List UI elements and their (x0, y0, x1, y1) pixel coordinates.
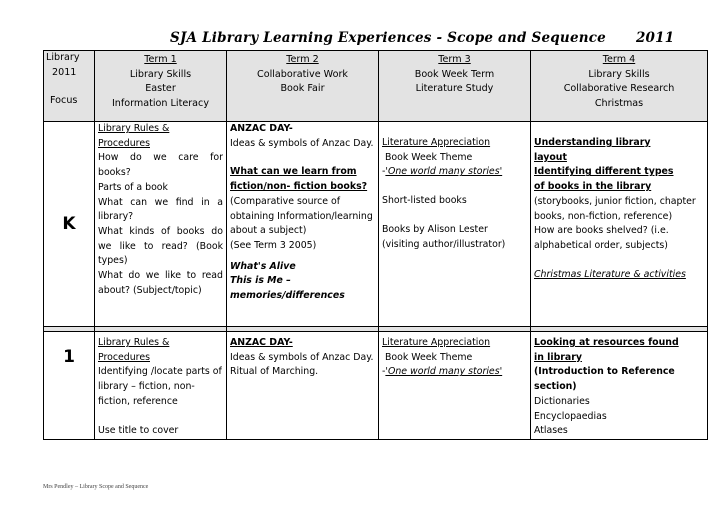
header-row (44, 51, 708, 122)
y1-t4-line-2: Encyclopaedias (534, 410, 607, 422)
k-t1-line-5: What do we like to read about? (Subject/topic) (98, 270, 223, 296)
k-t4-line-1: (storybooks, junior fiction, chapter books, non-fiction, reference) (534, 195, 696, 222)
term3-title: Term 3 (438, 54, 471, 65)
k-t3-heading: Literature Appreciation (382, 137, 491, 148)
term4-title: Term 4 (602, 54, 636, 65)
term1-focus-1: Library Skills (129, 68, 192, 80)
k-t1-line-2: Parts of a book (98, 181, 168, 193)
y1-t3-theme: Book Week Theme (382, 351, 473, 363)
y1-t4-heading-a: Looking at resources found (534, 337, 679, 348)
title-text: SJA Library Learning Experiences - Scope and Sequence (170, 30, 606, 46)
k-t4-christmas: Christmas Literature & activities (534, 268, 686, 280)
k-t2-line-3: (See Term 3 2005) (230, 239, 317, 251)
y1-t1-line-2: Use title to cover (98, 424, 179, 436)
k-t3-shortlisted: Short-listed books (382, 195, 467, 207)
year1-row (44, 332, 708, 440)
y1-t3-dash: - (382, 366, 386, 378)
k-t2-alive-1: What's Alive (230, 260, 296, 272)
term4-focus-2: Collaborative Research (563, 83, 675, 94)
k-t2-question-a: What can we learn from (230, 166, 357, 178)
y1-t1-heading-a: Library Rules & (98, 337, 170, 348)
k-t2-alive-2: This is Me – (230, 275, 291, 287)
k-term2-cell (227, 122, 379, 327)
k-t4-line-2: How are books shelved? (i.e. alphabetical order, subjects) (534, 225, 669, 251)
y1-t1-heading-b: Procedures (98, 351, 150, 363)
y1-t1-line-1: Identifying /locate parts of library – fiction, non-fiction, reference (98, 366, 222, 407)
term4-focus-1: Library Skills (588, 68, 650, 80)
k-t1-heading-b: Procedures (98, 137, 150, 149)
k-t2-line-2: (Comparative source of obtaining Information/learning about a subject) (230, 195, 373, 237)
level-1-cell (44, 332, 95, 440)
scope-sequence-table (43, 50, 708, 440)
k-t1-line-4: What kinds of books do we like to read? (Book types) (98, 225, 223, 267)
k-t4-heading-a: Understanding library (534, 137, 651, 148)
level-k-cell (44, 122, 95, 327)
k-t3-motto-line (382, 165, 527, 180)
k-t1-heading-a: Library Rules & (98, 123, 170, 134)
k-t3-author: Books by Alison Lester (visiting author/illustrator) (382, 223, 506, 250)
header-term1-cell (95, 51, 227, 122)
y1-t4-line-1: Dictionaries (534, 395, 590, 407)
term1-title: Term 1 (144, 54, 177, 65)
term1-focus-3: Information Literacy (111, 97, 210, 109)
k-t2-heading: ANZAC DAY- (230, 123, 293, 134)
k-t4-heading-d: of books in the library (534, 181, 652, 193)
y1-term2-cell (227, 332, 379, 440)
k-t4-heading-c: Identifying different types (534, 166, 674, 178)
term2-focus-1: Collaborative Work (257, 68, 348, 80)
y1-term3-cell (379, 332, 531, 440)
header-term2-cell (227, 51, 379, 122)
k-t3-dash: - (382, 166, 386, 178)
kindergarten-row (44, 122, 708, 327)
k-term1-cell (95, 122, 227, 327)
level-1-label: 1 (63, 346, 75, 367)
y1-t4-heading-c: (Introduction to Reference section) (534, 366, 675, 393)
k-t3-theme: Book Week Theme (382, 151, 473, 163)
k-t1-line-1: How do we care for books? (98, 152, 223, 179)
term2-title: Term 2 (286, 54, 319, 65)
k-term3-cell (379, 122, 531, 327)
term4-focus-3: Christmas (594, 97, 644, 109)
title-year: 2011 (635, 30, 675, 46)
k-t1-line-3: What can we find in a library? (98, 196, 223, 223)
y1-t2-line-1: Ideas & symbols of Anzac Day. Ritual of Marching. (230, 351, 374, 378)
document-title (170, 30, 690, 46)
k-t2-alive-3: memories/differences (230, 290, 345, 302)
k-t4-heading-b: layout (534, 151, 567, 163)
y1-t3-motto: 'One world many stories' (385, 366, 503, 378)
header-focus-label: Focus (50, 95, 78, 106)
k-t3-motto: 'One world many stories' (385, 166, 503, 178)
y1-term1-cell (95, 332, 227, 440)
k-term4-cell (531, 122, 708, 327)
y1-t2-heading: ANZAC DAY- (230, 337, 293, 348)
y1-term4-cell (531, 332, 708, 440)
header-library-cell (44, 51, 95, 122)
level-k-label: K (62, 213, 76, 234)
term2-focus-2: Book Fair (280, 83, 325, 94)
term1-focus-2: Easter (145, 83, 176, 94)
header-term4-cell (531, 51, 708, 122)
header-term3-cell (379, 51, 531, 122)
term3-focus-2: Literature Study (415, 83, 494, 94)
header-year-label: 2011 (52, 66, 77, 78)
y1-t3-heading: Literature Appreciation (382, 337, 491, 348)
y1-t4-line-3: Atlases (534, 425, 568, 437)
term3-focus-1: Book Week Term (414, 68, 495, 80)
k-t2-question-b: fiction/non- fiction books? (230, 181, 368, 193)
y1-t4-heading-b: in library (534, 351, 582, 363)
y1-t3-motto-line (382, 365, 527, 380)
page-footer: Mrs Pendley – Library Scope and Sequence (43, 484, 149, 490)
header-library-label: Library (46, 52, 80, 63)
k-t2-line-1: Ideas & symbols of Anzac Day. (230, 137, 374, 149)
